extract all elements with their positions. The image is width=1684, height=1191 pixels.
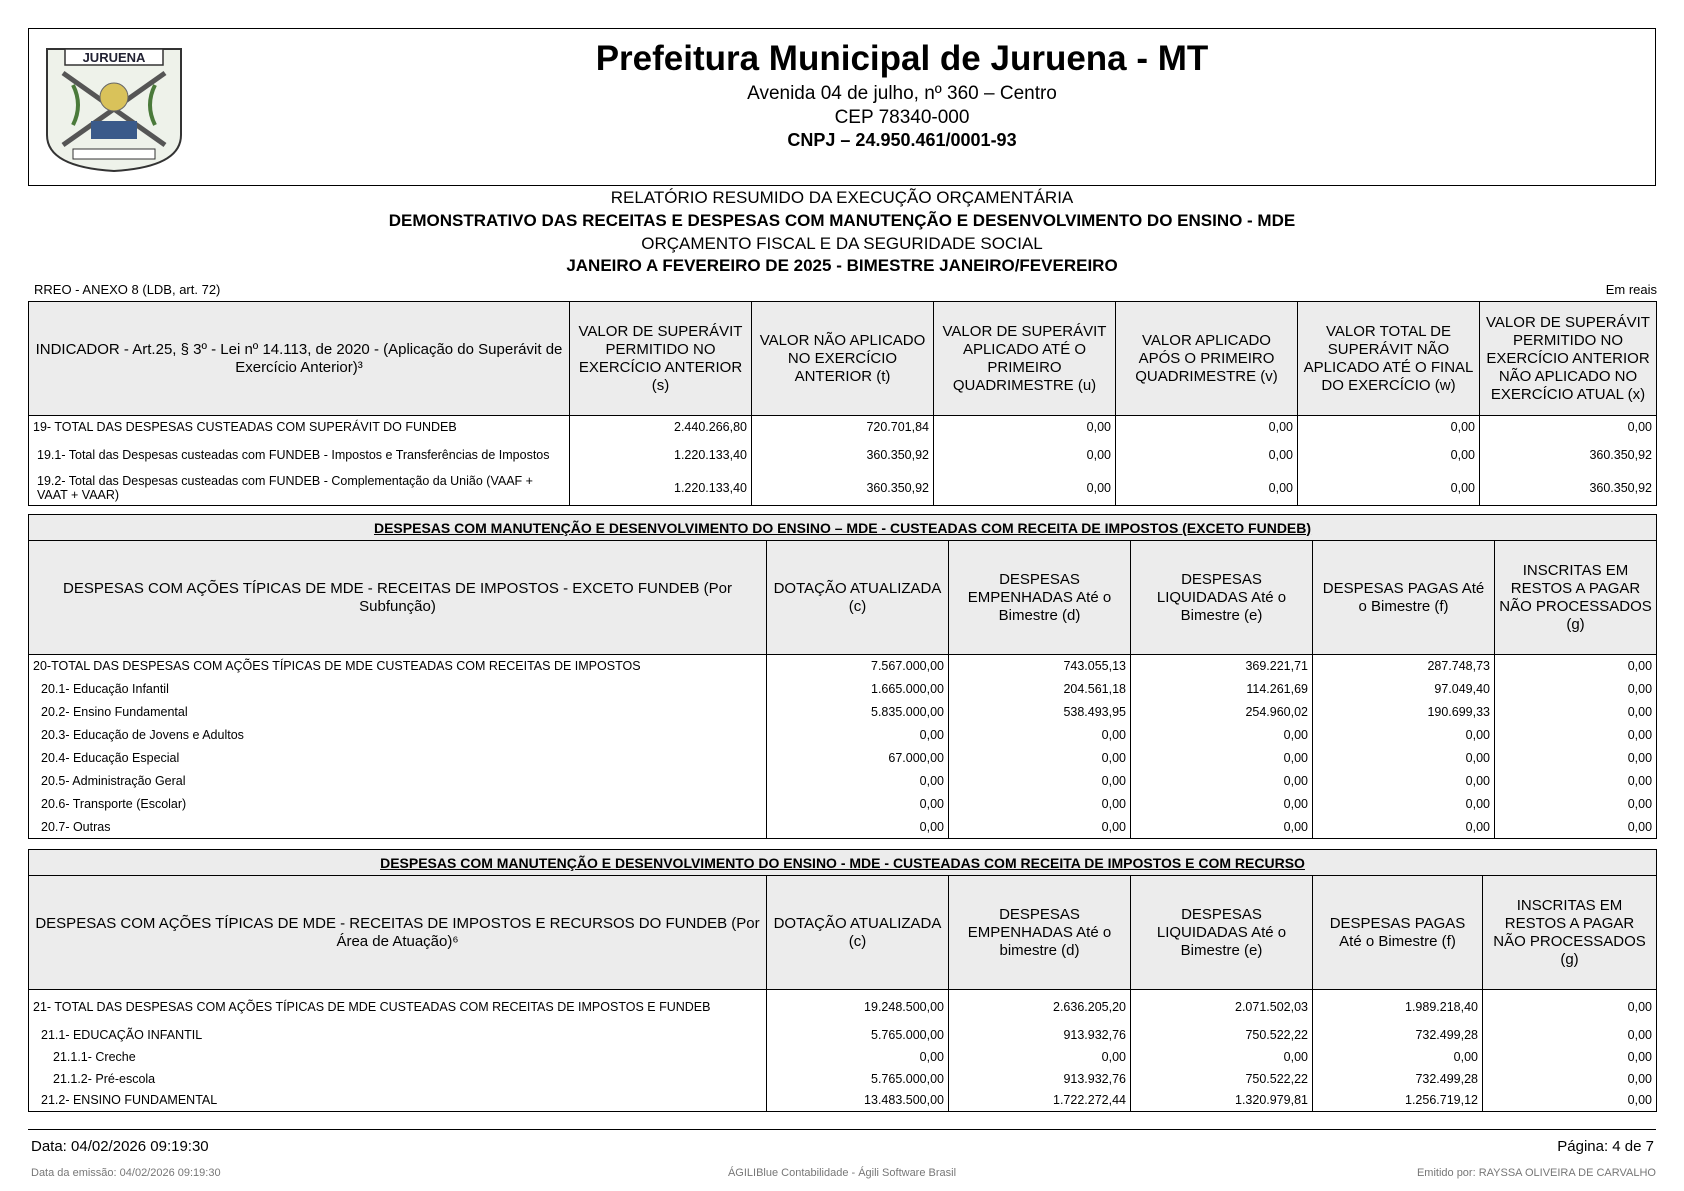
cell-restos: 0,00 xyxy=(1495,770,1657,793)
col-t: VALOR NÃO APLICADO NO EXERCÍCIO ANTERIOR (t) xyxy=(752,302,934,416)
cell-liquidadas: 1.320.979,81 xyxy=(1131,1090,1313,1112)
col-dotacao: DOTAÇÃO ATUALIZADA (c) xyxy=(767,541,949,655)
section-banner: DESPESAS COM MANUTENÇÃO E DESENVOLVIMENTO DO ENSINO – MDE - CUSTEADAS COM RECEITA DE IMPOSTOS (EXCETO FUNDEB) xyxy=(29,515,1657,541)
table-row xyxy=(29,793,1657,816)
cell-liquidadas: 0,00 xyxy=(1131,1046,1313,1068)
table-row xyxy=(29,724,1657,747)
cell-pagas: 0,00 xyxy=(1313,747,1495,770)
annex-label: RREO - ANEXO 8 (LDB, art. 72) xyxy=(34,282,221,297)
table-row xyxy=(29,1068,1657,1090)
table-row xyxy=(29,816,1657,839)
cell-restos: 0,00 xyxy=(1495,678,1657,701)
mde-impostos-fundeb-table xyxy=(28,849,1657,1112)
row-label: 21- TOTAL DAS DESPESAS COM AÇÕES TÍPICAS DE MDE CUSTEADAS COM RECEITAS DE IMPOSTOS E FUNDEB xyxy=(29,990,767,1024)
col-empenhadas: DESPESAS EMPENHADAS Até o Bimestre (d) xyxy=(949,541,1131,655)
cell-liquidadas: 254.960,02 xyxy=(1131,701,1313,724)
cell-pagas: 0,00 xyxy=(1313,816,1495,839)
footer-date: Data: 04/02/2026 09:19:30 xyxy=(31,1138,209,1155)
cell-dotacao: 5.835.000,00 xyxy=(767,701,949,724)
cell-restos: 0,00 xyxy=(1483,1024,1657,1046)
cell-empenhadas: 204.561,18 xyxy=(949,678,1131,701)
cell-empenhadas: 0,00 xyxy=(949,816,1131,839)
cell-empenhadas: 0,00 xyxy=(949,770,1131,793)
row-label: 21.1- EDUCAÇÃO INFANTIL xyxy=(29,1024,767,1046)
cell-restos: 0,00 xyxy=(1495,724,1657,747)
row-label: 19.2- Total das Despesas custeadas com FUNDEB - Complementação da União (VAAF + VAAT + VAAR) xyxy=(29,472,570,506)
cell-liquidadas: 750.522,22 xyxy=(1131,1068,1313,1090)
cell-x: 360.350,92 xyxy=(1480,472,1657,506)
footer-divider xyxy=(28,1129,1656,1130)
cell-restos: 0,00 xyxy=(1483,1090,1657,1112)
row-label: 21.1.1- Creche xyxy=(29,1046,767,1068)
cell-empenhadas: 0,00 xyxy=(949,1046,1131,1068)
cell-restos: 0,00 xyxy=(1495,747,1657,770)
row-label: 20.3- Educação de Jovens e Adultos xyxy=(29,724,767,747)
cell-empenhadas: 0,00 xyxy=(949,747,1131,770)
col-liquidadas: DESPESAS LIQUIDADAS Até o Bimestre (e) xyxy=(1131,541,1313,655)
cell-s: 1.220.133,40 xyxy=(570,472,752,506)
row-label: 20-TOTAL DAS DESPESAS COM AÇÕES TÍPICAS DE MDE CUSTEADAS COM RECEITAS DE IMPOSTOS xyxy=(29,655,767,678)
cell-pagas: 0,00 xyxy=(1313,793,1495,816)
cell-liquidadas: 0,00 xyxy=(1131,724,1313,747)
superavit-table xyxy=(28,301,1657,506)
row-label: 20.6- Transporte (Escolar) xyxy=(29,793,767,816)
cell-liquidadas: 0,00 xyxy=(1131,793,1313,816)
cell-restos: 0,00 xyxy=(1483,1068,1657,1090)
cell-pagas: 0,00 xyxy=(1313,724,1495,747)
cell-restos: 0,00 xyxy=(1495,816,1657,839)
footer-emitted-by: Emitido por: RAYSSA OLIVEIRA DE CARVALHO xyxy=(1416,1167,1656,1179)
footer-software: ÁGILIBlue Contabilidade - Ágili Software Brasil xyxy=(727,1167,957,1179)
col-pagas: DESPESAS PAGAS Até o Bimestre (f) xyxy=(1313,541,1495,655)
table-row xyxy=(29,1090,1657,1112)
row-label: 20.2- Ensino Fundamental xyxy=(29,701,767,724)
cell-v: 0,00 xyxy=(1116,438,1298,472)
cell-u: 0,00 xyxy=(934,416,1116,438)
cell-pagas: 190.699,33 xyxy=(1313,701,1495,724)
cell-liquidadas: 0,00 xyxy=(1131,747,1313,770)
row-label: 20.4- Educação Especial xyxy=(29,747,767,770)
footer-page: Página: 4 de 7 xyxy=(1557,1138,1654,1155)
col-subfuncao: DESPESAS COM AÇÕES TÍPICAS DE MDE - RECEITAS DE IMPOSTOS - EXCETO FUNDEB (Por Subfunção) xyxy=(29,541,767,655)
cell-w: 0,00 xyxy=(1298,416,1480,438)
cell-s: 2.440.266,80 xyxy=(570,416,752,438)
row-label: 21.1.2- Pré-escola xyxy=(29,1068,767,1090)
cell-empenhadas: 0,00 xyxy=(949,793,1131,816)
cell-empenhadas: 538.493,95 xyxy=(949,701,1131,724)
cell-pagas: 732.499,28 xyxy=(1313,1068,1483,1090)
cell-s: 1.220.133,40 xyxy=(570,438,752,472)
header-box xyxy=(28,28,1656,186)
cell-u: 0,00 xyxy=(934,438,1116,472)
cell-dotacao: 1.665.000,00 xyxy=(767,678,949,701)
col-restos: INSCRITAS EM RESTOS A PAGAR NÃO PROCESSADOS (g) xyxy=(1483,876,1657,990)
table-row xyxy=(29,747,1657,770)
cell-empenhadas: 913.932,76 xyxy=(949,1068,1131,1090)
cell-v: 0,00 xyxy=(1116,416,1298,438)
cell-x: 0,00 xyxy=(1480,416,1657,438)
cell-t: 360.350,92 xyxy=(752,438,934,472)
cell-empenhadas: 2.636.205,20 xyxy=(949,990,1131,1024)
cell-dotacao: 5.765.000,00 xyxy=(767,1024,949,1046)
cell-restos: 0,00 xyxy=(1483,990,1657,1024)
col-restos: INSCRITAS EM RESTOS A PAGAR NÃO PROCESSADOS (g) xyxy=(1495,541,1657,655)
col-u: VALOR DE SUPERÁVIT APLICADO ATÉ O PRIMEIRO QUADRIMESTRE (u) xyxy=(934,302,1116,416)
row-label: 21.2- ENSINO FUNDAMENTAL xyxy=(29,1090,767,1112)
report-title-3: ORÇAMENTO FISCAL E DA SEGURIDADE SOCIAL xyxy=(641,234,1043,253)
row-label: 20.5- Administração Geral xyxy=(29,770,767,793)
cell-w: 0,00 xyxy=(1298,438,1480,472)
cell-pagas: 0,00 xyxy=(1313,1046,1483,1068)
cell-liquidadas: 0,00 xyxy=(1131,770,1313,793)
table-row xyxy=(29,472,1657,506)
cell-liquidadas: 2.071.502,03 xyxy=(1131,990,1313,1024)
cell-liquidadas: 369.221,71 xyxy=(1131,655,1313,678)
cell-v: 0,00 xyxy=(1116,472,1298,506)
col-indicador: INDICADOR - Art.25, § 3º - Lei nº 14.113, de 2020 - (Aplicação do Superávit de Exercício Anterior)³ xyxy=(29,302,570,416)
org-cnpj: CNPJ – 24.950.461/0001-93 xyxy=(787,130,1017,150)
cell-dotacao: 0,00 xyxy=(767,793,949,816)
cell-dotacao: 0,00 xyxy=(767,1046,949,1068)
cell-empenhadas: 913.932,76 xyxy=(949,1024,1131,1046)
cell-dotacao: 13.483.500,00 xyxy=(767,1090,949,1112)
row-label: 19- TOTAL DAS DESPESAS CUSTEADAS COM SUPERÁVIT DO FUNDEB xyxy=(29,416,570,438)
report-period: JANEIRO A FEVEREIRO DE 2025 - BIMESTRE JANEIRO/FEVEREIRO xyxy=(566,256,1118,275)
table-row xyxy=(29,1046,1657,1068)
cell-restos: 0,00 xyxy=(1495,793,1657,816)
cell-restos: 0,00 xyxy=(1495,701,1657,724)
col-v: VALOR APLICADO APÓS O PRIMEIRO QUADRIMESTRE (v) xyxy=(1116,302,1298,416)
col-x: VALOR DE SUPERÁVIT PERMITIDO NO EXERCÍCIO ANTERIOR NÃO APLICADO NO EXERCÍCIO ATUAL (x) xyxy=(1480,302,1657,416)
cell-dotacao: 0,00 xyxy=(767,724,949,747)
unit-label: Em reais xyxy=(1605,282,1657,297)
cell-empenhadas: 743.055,13 xyxy=(949,655,1131,678)
report-title-1: RELATÓRIO RESUMIDO DA EXECUÇÃO ORÇAMENTÁRIA xyxy=(610,188,1074,207)
col-pagas: DESPESAS PAGAS Até o Bimestre (f) xyxy=(1313,876,1483,990)
cell-dotacao: 5.765.000,00 xyxy=(767,1068,949,1090)
footer-emission: Data da emissão: 04/02/2026 09:19:30 xyxy=(31,1167,221,1179)
col-dotacao: DOTAÇÃO ATUALIZADA (c) xyxy=(767,876,949,990)
table-row xyxy=(29,438,1657,472)
cell-restos: 0,00 xyxy=(1495,655,1657,678)
table-row xyxy=(29,1024,1657,1046)
col-area-atuacao: DESPESAS COM AÇÕES TÍPICAS DE MDE - RECEITAS DE IMPOSTOS E RECURSOS DO FUNDEB (Por Área de Atuação)⁶ xyxy=(29,876,767,990)
cell-dotacao: 0,00 xyxy=(767,816,949,839)
cell-empenhadas: 1.722.272,44 xyxy=(949,1090,1131,1112)
cell-pagas: 1.989.218,40 xyxy=(1313,990,1483,1024)
mde-impostos-table xyxy=(28,514,1657,839)
table-row xyxy=(29,416,1657,438)
cell-w: 0,00 xyxy=(1298,472,1480,506)
section-banner: DESPESAS COM MANUTENÇÃO E DESENVOLVIMENTO DO ENSINO - MDE - CUSTEADAS COM RECEITA DE IMPOSTOS E COM RECURSO xyxy=(29,850,1657,876)
cell-u: 0,00 xyxy=(934,472,1116,506)
cell-restos: 0,00 xyxy=(1483,1046,1657,1068)
table-row xyxy=(29,770,1657,793)
cell-liquidadas: 114.261,69 xyxy=(1131,678,1313,701)
table-row xyxy=(29,701,1657,724)
row-label: 20.7- Outras xyxy=(29,816,767,839)
col-s: VALOR DE SUPERÁVIT PERMITIDO NO EXERCÍCIO ANTERIOR (s) xyxy=(570,302,752,416)
row-label: 20.1- Educação Infantil xyxy=(29,678,767,701)
cell-dotacao: 0,00 xyxy=(767,770,949,793)
cell-liquidadas: 750.522,22 xyxy=(1131,1024,1313,1046)
cell-t: 720.701,84 xyxy=(752,416,934,438)
cell-pagas: 97.049,40 xyxy=(1313,678,1495,701)
table-row xyxy=(29,678,1657,701)
cell-dotacao: 67.000,00 xyxy=(767,747,949,770)
cell-pagas: 1.256.719,12 xyxy=(1313,1090,1483,1112)
cell-liquidadas: 0,00 xyxy=(1131,816,1313,839)
col-empenhadas: DESPESAS EMPENHADAS Até o bimestre (d) xyxy=(949,876,1131,990)
cell-dotacao: 19.248.500,00 xyxy=(767,990,949,1024)
cell-t: 360.350,92 xyxy=(752,472,934,506)
table-row xyxy=(29,655,1657,678)
org-cep: CEP 78340-000 xyxy=(834,107,970,128)
cell-pagas: 287.748,73 xyxy=(1313,655,1495,678)
col-liquidadas: DESPESAS LIQUIDADAS Até o Bimestre (e) xyxy=(1131,876,1313,990)
org-title: Prefeitura Municipal de Juruena - MT xyxy=(595,39,1209,78)
org-address: Avenida 04 de julho, nº 360 – Centro xyxy=(747,83,1057,104)
report-title-2: DEMONSTRATIVO DAS RECEITAS E DESPESAS COM MANUTENÇÃO E DESENVOLVIMENTO DO ENSINO - MDE xyxy=(388,211,1296,230)
svg-text:JURUENA: JURUENA xyxy=(82,50,146,65)
cell-pagas: 0,00 xyxy=(1313,770,1495,793)
cell-dotacao: 7.567.000,00 xyxy=(767,655,949,678)
col-w: VALOR TOTAL DE SUPERÁVIT NÃO APLICADO ATÉ O FINAL DO EXERCÍCIO (w) xyxy=(1298,302,1480,416)
row-label: 19.1- Total das Despesas custeadas com FUNDEB - Impostos e Transferências de Impostos xyxy=(29,438,570,472)
table-row xyxy=(29,990,1657,1024)
cell-empenhadas: 0,00 xyxy=(949,724,1131,747)
cell-x: 360.350,92 xyxy=(1480,438,1657,472)
cell-pagas: 732.499,28 xyxy=(1313,1024,1483,1046)
